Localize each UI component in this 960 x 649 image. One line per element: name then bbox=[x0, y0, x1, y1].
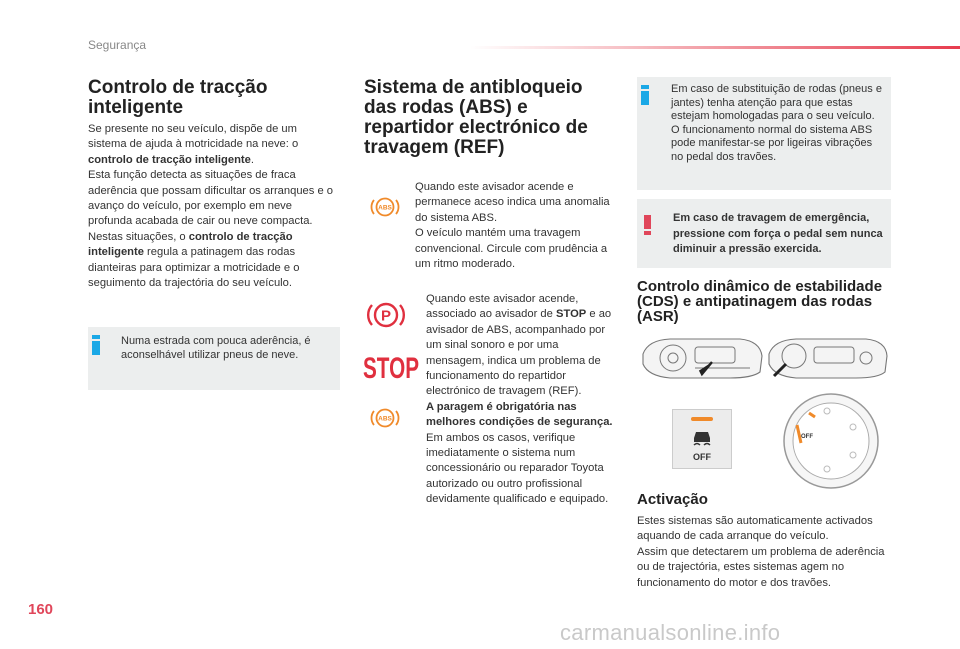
text-fragment: e ao avisador de ABS, acompanhado por um sinal sonoro e por uma mensagem, indica um problema de funcionamento do repartidor electrónico de travagem (REF). bbox=[426, 308, 612, 398]
watermark: carmanualsonline.info bbox=[560, 620, 781, 645]
ref-warning-text bbox=[426, 292, 616, 508]
esp-off-switch-illustration bbox=[672, 409, 732, 469]
info-text bbox=[671, 83, 885, 165]
traction-control-text bbox=[88, 122, 336, 291]
abs-icon-label: ABS bbox=[378, 415, 392, 423]
parking-brake-warning-icon bbox=[365, 299, 407, 331]
skid-car-icon bbox=[691, 428, 713, 448]
info-icon bbox=[92, 335, 100, 355]
abs-warning-icon-2 bbox=[369, 406, 401, 430]
off-label: OFF bbox=[693, 452, 711, 462]
text-fragment: regula a patinagem das rodas dianteiras para optimizar a motricidade e o seguimento da trajectória do seu veículo. bbox=[88, 246, 300, 290]
text-fragment: Se presente no seu veículo, dispõe de um sistema de ajuda à motricidade na neve: o bbox=[88, 123, 299, 151]
warning-icon bbox=[644, 215, 651, 235]
dashboard-illustration-1 bbox=[640, 334, 765, 384]
paragraph: Assim que detectarem um problema de aderência ou de trajectória, estes sistemas agem no funcionamento do motor e dos travões. bbox=[637, 545, 885, 589]
info-text: Numa estrada com pouca aderência, é aconselhável utilizar pneus de neve. bbox=[121, 335, 311, 361]
info-icon bbox=[641, 85, 649, 105]
title-cds-asr: Controlo dinâmico de estabilidade (CDS) e antipatinagem das rodas (ASR) bbox=[637, 278, 883, 325]
warning-box-emergency-braking bbox=[637, 199, 891, 268]
text-emphasis: STOP bbox=[555, 308, 587, 321]
paragraph: Em ambos os casos, verifique imediatamente o sistema num concessionário ou reparador Toyota autorizado ou outro profissional devidamente qualificado e equipado. bbox=[426, 431, 609, 506]
paragraph: O veículo mantém uma travagem convencional. Circule com prudência a um ritmo moderado. bbox=[415, 227, 608, 271]
header-accent-bar bbox=[470, 46, 960, 49]
info-box-snow-tyres bbox=[88, 327, 340, 390]
paragraph: Quando este avisador acende e permanece aceso indica uma anomalia do sistema ABS. bbox=[415, 181, 610, 224]
park-icon-label: P bbox=[380, 307, 392, 325]
paragraph: Esta função detecta as situações de fraca aderência que possam dificultar os arranques e o avanço do veículo, por exemplo em neve profunda acabada de cair ou neve compacta. bbox=[88, 169, 334, 228]
paragraph: Estes sistemas são automaticamente activados aquando de cada arranque do veículo. bbox=[637, 515, 873, 543]
title-activation: Activação bbox=[637, 491, 708, 508]
warning-emphasis: A paragem é obrigatória nas melhores condições de segurança. bbox=[426, 400, 613, 429]
indicator-led bbox=[691, 417, 713, 421]
paragraph: O funcionamento normal do sistema ABS pode manifestar-se por ligeiras vibrações no pedal dos travões. bbox=[671, 123, 873, 163]
activation-text bbox=[637, 514, 895, 591]
dial-off-label: OFF bbox=[801, 434, 813, 440]
drive-mode-dial-illustration bbox=[781, 391, 881, 491]
text-fragment: . bbox=[250, 153, 254, 166]
title-traction-control: Controlo de tracção inteligente bbox=[88, 77, 268, 118]
abs-warning-text-1 bbox=[415, 180, 615, 272]
text-fragment: Quando este avisador acende, associado ao avisador de bbox=[426, 293, 579, 321]
dashboard-illustration-2 bbox=[766, 334, 890, 384]
text-emphasis: controlo de tracção inteligente bbox=[88, 230, 293, 259]
stop-warning-icon bbox=[362, 349, 420, 383]
page-number: 160 bbox=[28, 601, 54, 618]
warning-text: Em caso de travagem de emergência, pressione com força o pedal sem nunca diminuir a pressão exercida. bbox=[673, 212, 883, 255]
text-fragment: Nestas situações, o bbox=[88, 230, 189, 243]
paragraph: Em caso de substituição de rodas (pneus e jantes) tenha atenção para que estas estejam homologadas para o seu veículo. bbox=[671, 83, 882, 123]
section-label: Segurança bbox=[88, 38, 147, 52]
info-box-wheels bbox=[637, 77, 891, 190]
stop-label: STOP bbox=[363, 352, 419, 385]
abs-icon-label: ABS bbox=[378, 204, 392, 212]
title-abs-ref: Sistema de antibloqueio das rodas (ABS) e repartidor electrónico de travagem (REF) bbox=[364, 77, 588, 158]
abs-warning-icon bbox=[369, 195, 401, 219]
text-emphasis: controlo de tracção inteligente bbox=[88, 153, 251, 166]
